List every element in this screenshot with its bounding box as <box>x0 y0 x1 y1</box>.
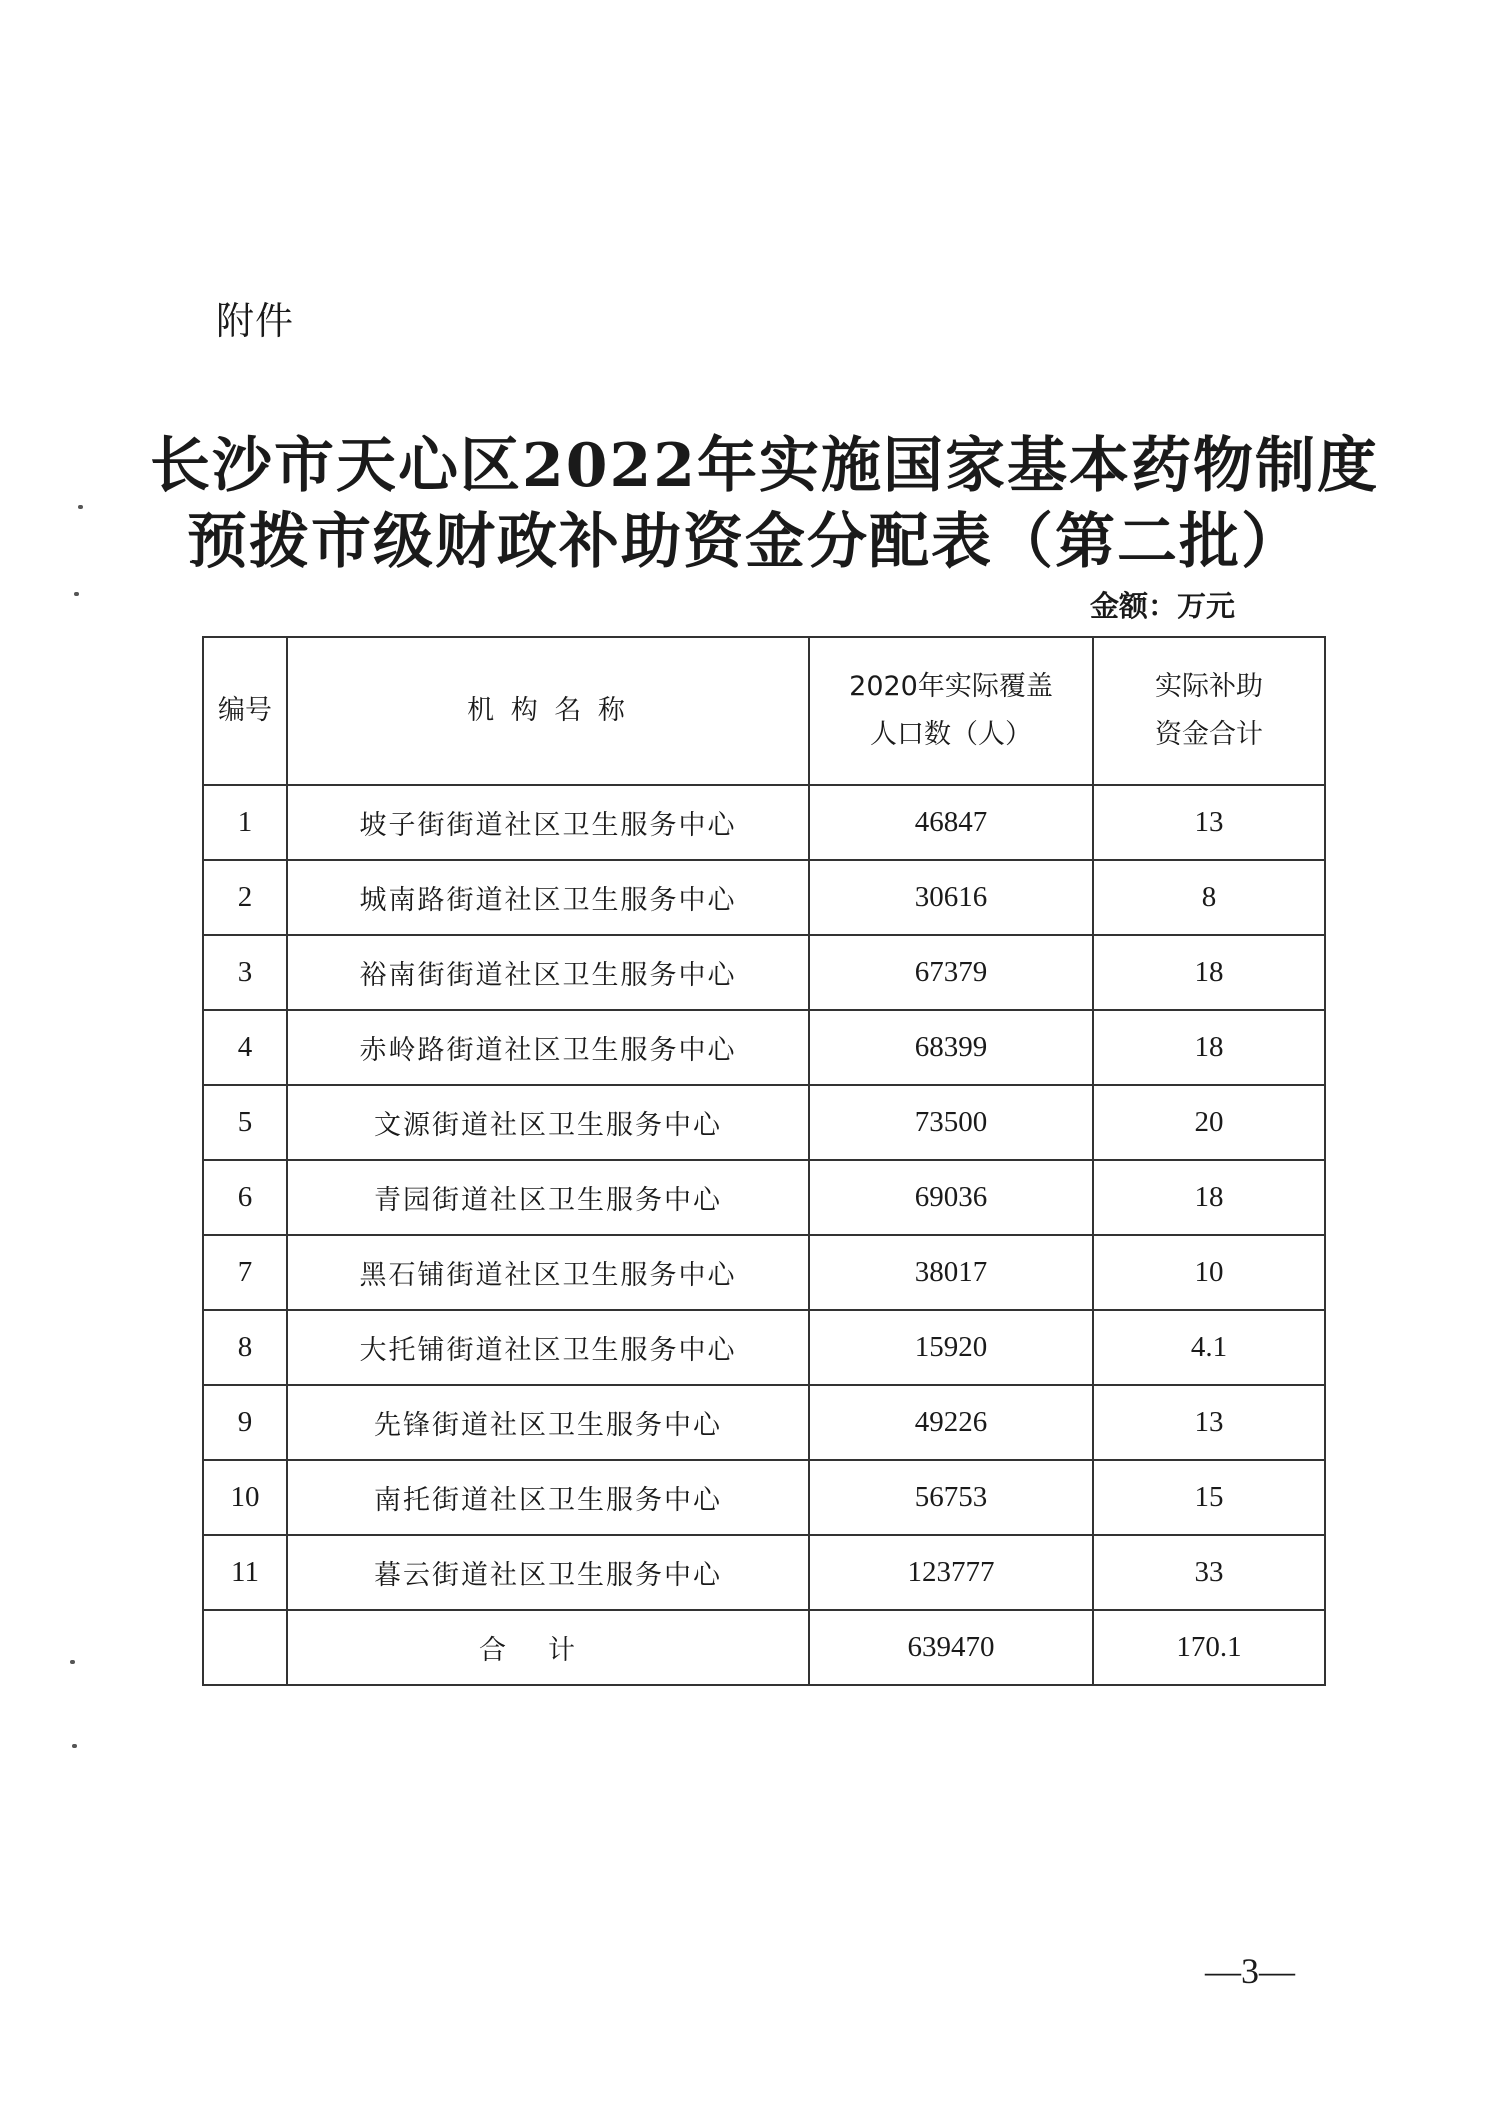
subsidy-value: 20 <box>1093 1085 1325 1160</box>
row-number: 10 <box>203 1460 287 1535</box>
institution-name: 裕南街街道社区卫生服务中心 <box>287 935 809 1010</box>
header-population-line-2: 人口数（人） <box>870 719 1032 750</box>
table-row <box>203 1235 1325 1310</box>
page-number: —3— <box>1205 1951 1295 1991</box>
document-title-line-1: 长沙市天心区2022年实施国家基本药物制度 <box>150 431 1379 501</box>
institution-name: 文源街道社区卫生服务中心 <box>287 1085 809 1160</box>
population-value: 123777 <box>809 1535 1093 1610</box>
document-title-line-2: 预拨市级财政补助资金分配表（第二批） <box>187 507 1303 577</box>
population-value: 30616 <box>809 860 1093 935</box>
subsidy-value: 15 <box>1093 1460 1325 1535</box>
subsidy-value: 10 <box>1093 1235 1325 1310</box>
institution-name: 坡子街街道社区卫生服务中心 <box>287 785 809 860</box>
institution-name: 先锋街道社区卫生服务中心 <box>287 1385 809 1460</box>
institution-name: 赤岭路街道社区卫生服务中心 <box>287 1010 809 1085</box>
total-number-cell <box>203 1610 287 1685</box>
row-number: 2 <box>203 860 287 935</box>
row-number: 1 <box>203 785 287 860</box>
table-row <box>203 1460 1325 1535</box>
header-institution-name: 机 构 名 称 <box>287 637 809 785</box>
attachment-label: 附件 <box>216 299 295 343</box>
row-number: 11 <box>203 1535 287 1610</box>
header-number: 编号 <box>203 637 287 785</box>
amount-unit-note: 金额：万元 <box>1090 589 1236 623</box>
total-population: 639470 <box>809 1610 1093 1685</box>
institution-name: 南托街道社区卫生服务中心 <box>287 1460 809 1535</box>
scan-speck <box>74 592 79 596</box>
header-population <box>809 637 1093 785</box>
table-row <box>203 860 1325 935</box>
institution-name: 大托铺街道社区卫生服务中心 <box>287 1310 809 1385</box>
subsidy-value: 18 <box>1093 1160 1325 1235</box>
row-number: 4 <box>203 1010 287 1085</box>
population-value: 49226 <box>809 1385 1093 1460</box>
table-row <box>203 1310 1325 1385</box>
table-row <box>203 1385 1325 1460</box>
row-number: 8 <box>203 1310 287 1385</box>
scan-speck <box>72 1744 77 1748</box>
population-value: 46847 <box>809 785 1093 860</box>
scan-speck <box>70 1660 75 1664</box>
header-subsidy <box>1093 637 1325 785</box>
row-number: 6 <box>203 1160 287 1235</box>
table-row <box>203 1535 1325 1610</box>
institution-name: 城南路街道社区卫生服务中心 <box>287 860 809 935</box>
population-value: 68399 <box>809 1010 1093 1085</box>
table-row <box>203 1160 1325 1235</box>
table-header-row <box>203 637 1325 785</box>
table-row <box>203 1010 1325 1085</box>
population-value: 56753 <box>809 1460 1093 1535</box>
population-value: 38017 <box>809 1235 1093 1310</box>
subsidy-value: 18 <box>1093 935 1325 1010</box>
population-value: 67379 <box>809 935 1093 1010</box>
subsidy-value: 13 <box>1093 785 1325 860</box>
header-population-line-1: 2020年实际覆盖 <box>849 671 1053 702</box>
subsidy-value: 33 <box>1093 1535 1325 1610</box>
row-number: 5 <box>203 1085 287 1160</box>
subsidy-value: 4.1 <box>1093 1310 1325 1385</box>
scan-speck <box>78 505 83 509</box>
table-row <box>203 785 1325 860</box>
total-row <box>203 1610 1325 1685</box>
subsidy-value: 13 <box>1093 1385 1325 1460</box>
header-subsidy-line-2: 资金合计 <box>1155 719 1263 750</box>
allocation-table <box>202 636 1326 1686</box>
row-number: 7 <box>203 1235 287 1310</box>
row-number: 9 <box>203 1385 287 1460</box>
total-label: 合计 <box>287 1610 809 1685</box>
subsidy-value: 8 <box>1093 860 1325 935</box>
institution-name: 暮云街道社区卫生服务中心 <box>287 1535 809 1610</box>
row-number: 3 <box>203 935 287 1010</box>
institution-name: 黑石铺街道社区卫生服务中心 <box>287 1235 809 1310</box>
table-row <box>203 935 1325 1010</box>
population-value: 15920 <box>809 1310 1093 1385</box>
population-value: 73500 <box>809 1085 1093 1160</box>
total-subsidy: 170.1 <box>1093 1610 1325 1685</box>
subsidy-value: 18 <box>1093 1010 1325 1085</box>
header-subsidy-line-1: 实际补助 <box>1155 671 1263 702</box>
institution-name: 青园街道社区卫生服务中心 <box>287 1160 809 1235</box>
table-row <box>203 1085 1325 1160</box>
population-value: 69036 <box>809 1160 1093 1235</box>
